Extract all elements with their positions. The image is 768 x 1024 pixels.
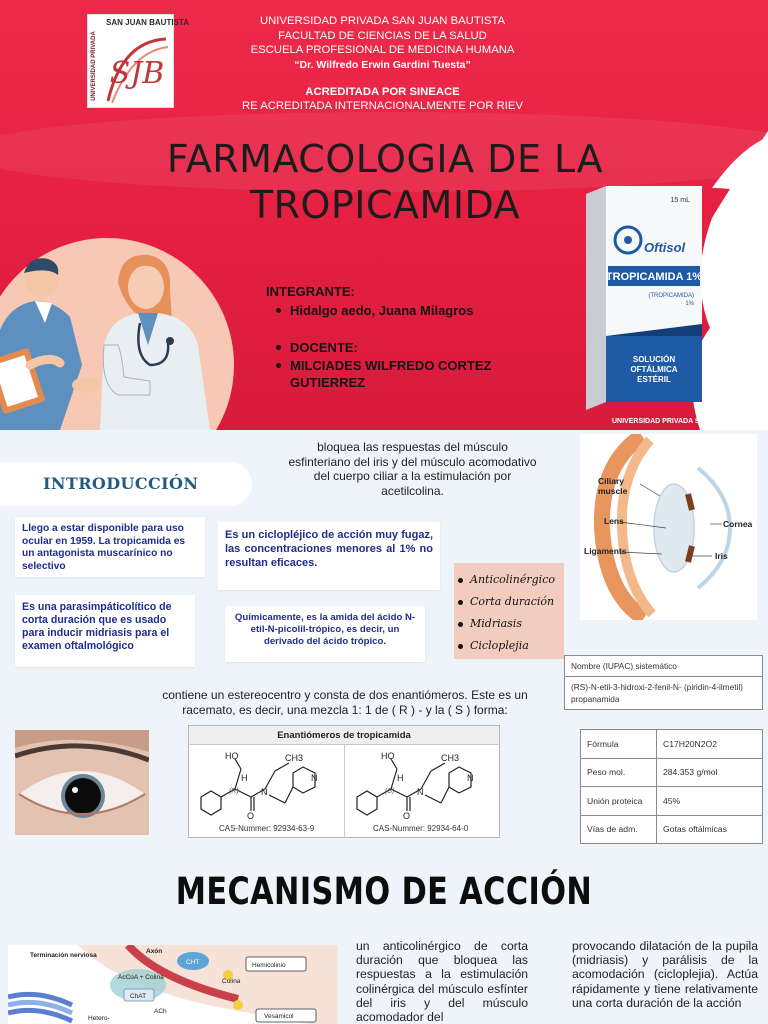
svg-text:CH3: CH3	[285, 753, 304, 763]
university-name: UNIVERSIDAD PRIVADA SAN JUAN BAUTISTA	[259, 15, 506, 27]
bullet-icon	[276, 308, 281, 313]
svg-text:Vesamicol: Vesamicol	[264, 1013, 294, 1020]
sjb-monogram-icon	[102, 31, 172, 107]
accreditation-sineace: ACREDITADA POR SINEACE	[305, 86, 460, 98]
svg-text:O: O	[247, 811, 255, 821]
intro-heading: INTRODUCCIÓN	[43, 474, 199, 493]
svg-text:ACh: ACh	[154, 1008, 167, 1015]
logo-monogram: SJB	[109, 56, 165, 91]
logo-side-text: UNIVERSIDAD PRIVADA	[90, 31, 97, 101]
table-row: Vías de adm. Gotas oftálmicas	[581, 815, 763, 844]
intro-card-parasympatholytic: Es una parasimpáticolítico de corta duración que es usado para inducir midriasis para el examen oftalmológico	[15, 595, 195, 667]
stereo-left: (R)	[229, 788, 239, 795]
svg-text:H: H	[397, 773, 404, 783]
logo-side	[87, 33, 101, 107]
box-volume: 15 mL	[670, 197, 690, 204]
mechanism-title: MECANISMO DE ACCIÓN	[175, 870, 593, 913]
dilated-eye-photo	[15, 730, 149, 835]
university-logo	[87, 14, 189, 108]
svg-text:H: H	[241, 773, 248, 783]
label-ligaments: Ligaments	[584, 546, 627, 556]
faculty-name: FACULTAD DE CIENCIAS DE LA SALUD	[278, 30, 487, 42]
stereo-paragraph: contiene un estereocentro y consta de dos enantiómeros. Este es un racemato, es decir, una mezcla 1: 1 de ( R ) - y la ( S ) forma:	[162, 688, 528, 717]
iupac-table	[564, 655, 763, 710]
drug-properties-table	[580, 729, 763, 844]
cas-right: CAS-Nummer: 92934-64-0	[373, 824, 469, 833]
svg-text:Hemicolinio: Hemicolinio	[252, 962, 286, 969]
svg-text:HO: HO	[381, 751, 395, 761]
property-item: Corta duración	[456, 591, 564, 613]
title-line-2: TROPICAMIDA	[249, 183, 521, 227]
cas-left: CAS-Nummer: 92934-63-9	[219, 824, 315, 833]
school-name: ESCUELA PROFESIONAL DE MEDICINA HUMANA	[250, 44, 515, 56]
structure-title: Enantiómeros de tropicamida	[189, 726, 499, 745]
iupac-value: (RS)-N-etil-3-hidroxi-2-fenil-N- (piridin-4-ilmetil) propanamida	[565, 677, 763, 710]
box-drug-sub: (TROPICAMIDA)	[648, 293, 694, 299]
intro-paragraph: bloquea las respuestas del músculo esfinteriano del iris y del músculo acomodativo del cuerpo ciliar a la estimulación por acetilcolina.	[288, 440, 537, 498]
iupac-header: Nombre (IUPAC) sistemático	[565, 656, 763, 677]
intro-card-cycloplegic: Es un ciclopléjico de acción muy fugaz, las concentraciones menores al 1% no resultan eficaces.	[218, 522, 440, 590]
accreditation-riev: RE ACREDITADA INTERNACIONALMENTE POR RIEV	[241, 100, 523, 112]
hero-footer-strip: UNIVERSIDAD PRIVADA SAN JUAN BAUTISTA	[612, 418, 768, 425]
svg-text:Hetero-: Hetero-	[88, 1015, 110, 1022]
svg-text:N: N	[261, 787, 268, 797]
integrante-label: INTEGRANTE:	[266, 284, 355, 299]
bullet-icon	[276, 363, 281, 368]
page-title	[120, 136, 650, 228]
box-form-1: SOLUCIÓN	[632, 355, 676, 364]
stereo-right: (S)	[385, 788, 395, 795]
doctor-patient-illustration-icon	[0, 245, 230, 430]
label-iris: Iris	[715, 551, 728, 561]
cholinergic-synapse-diagram	[8, 945, 338, 1024]
svg-text:HO: HO	[225, 751, 239, 761]
properties-list	[454, 563, 564, 659]
mechanism-text-2: provocando dilatación de la pupila (midriasis) y parálisis de la acomodación (cicloplejia). Actúa rápidamente y tiene relativamente una corta duración de la acción	[572, 939, 758, 1010]
table-row: Unión proteica 45%	[581, 787, 763, 816]
docente-name: MILCIADES WILFREDO CORTEZ GUTIERREZ	[290, 358, 492, 390]
label-ciliary: Ciliary muscle	[598, 476, 628, 496]
svg-text:AcCoA + Colina: AcCoA + Colina	[118, 974, 164, 981]
svg-text:Colina: Colina	[222, 978, 241, 985]
box-brand: Oftisol	[644, 240, 686, 255]
tropicamida-product-box	[586, 186, 706, 410]
intro-card-history: Llego a estar disponible para uso ocular en 1959. La tropicamida es un antagonista muscarínico no selectivo	[15, 517, 205, 577]
svg-text:N: N	[417, 787, 424, 797]
svg-text:ChAT: ChAT	[130, 993, 147, 1000]
logo-text: SAN JUAN BAUTISTA	[106, 18, 189, 27]
dilated-eye-icon	[15, 730, 149, 835]
bullet-icon	[276, 345, 281, 350]
svg-text:Terminación nerviosa: Terminación nerviosa	[30, 952, 97, 959]
property-item: Cicloplejia	[456, 635, 564, 657]
box-form-3: ESTÉRIL	[637, 375, 671, 384]
box-form-2: OFTÁLMICA	[630, 365, 678, 374]
label-lens: Lens	[604, 516, 624, 526]
enantiomer-structures	[188, 725, 500, 838]
mechanism-text-1: un anticolinérgico de corta duración que bloquea las respuestas a la estimulación colinérgica del músculo esfínter del iris y del músculo acomodador del	[356, 939, 528, 1024]
hero-banner	[0, 0, 768, 430]
svg-text:CHT: CHT	[186, 959, 200, 966]
svg-text:N: N	[311, 773, 318, 783]
synapse-diagram-icon	[8, 945, 338, 1024]
property-item: Anticolinérgico	[456, 569, 564, 591]
svg-text:N: N	[467, 773, 474, 783]
table-row: Fórmula C17H20N2O2	[581, 730, 763, 759]
svg-text:Axón: Axón	[146, 948, 163, 955]
school-dedication: “Dr. Wilfredo Erwin Gardini Tuesta”	[294, 59, 471, 71]
docente-label: DOCENTE:	[290, 340, 358, 355]
svg-text:CH3: CH3	[441, 753, 460, 763]
table-row: Peso mol. 284.353 g/mol	[581, 758, 763, 787]
svg-text:O: O	[403, 811, 411, 821]
box-drug-sub2: 1%	[685, 301, 694, 307]
box-drug-name: TROPICAMIDA 1%	[605, 271, 703, 283]
title-line-1: FARMACOLOGIA DE LA	[166, 137, 604, 181]
molecule-structures-icon	[189, 745, 501, 825]
property-item: Midriasis	[456, 613, 564, 635]
integrante-name: Hidalgo aedo, Juana Milagros	[290, 303, 474, 318]
intro-heading-tag	[0, 462, 252, 506]
intro-card-chemistry: Químicamente, es la amida del ácido N-etil-N-picolil-trópico, es decir, un derivado del ácido trópico.	[225, 606, 425, 662]
eye-anatomy-diagram	[580, 434, 757, 620]
label-cornea: Cornea	[723, 519, 753, 529]
